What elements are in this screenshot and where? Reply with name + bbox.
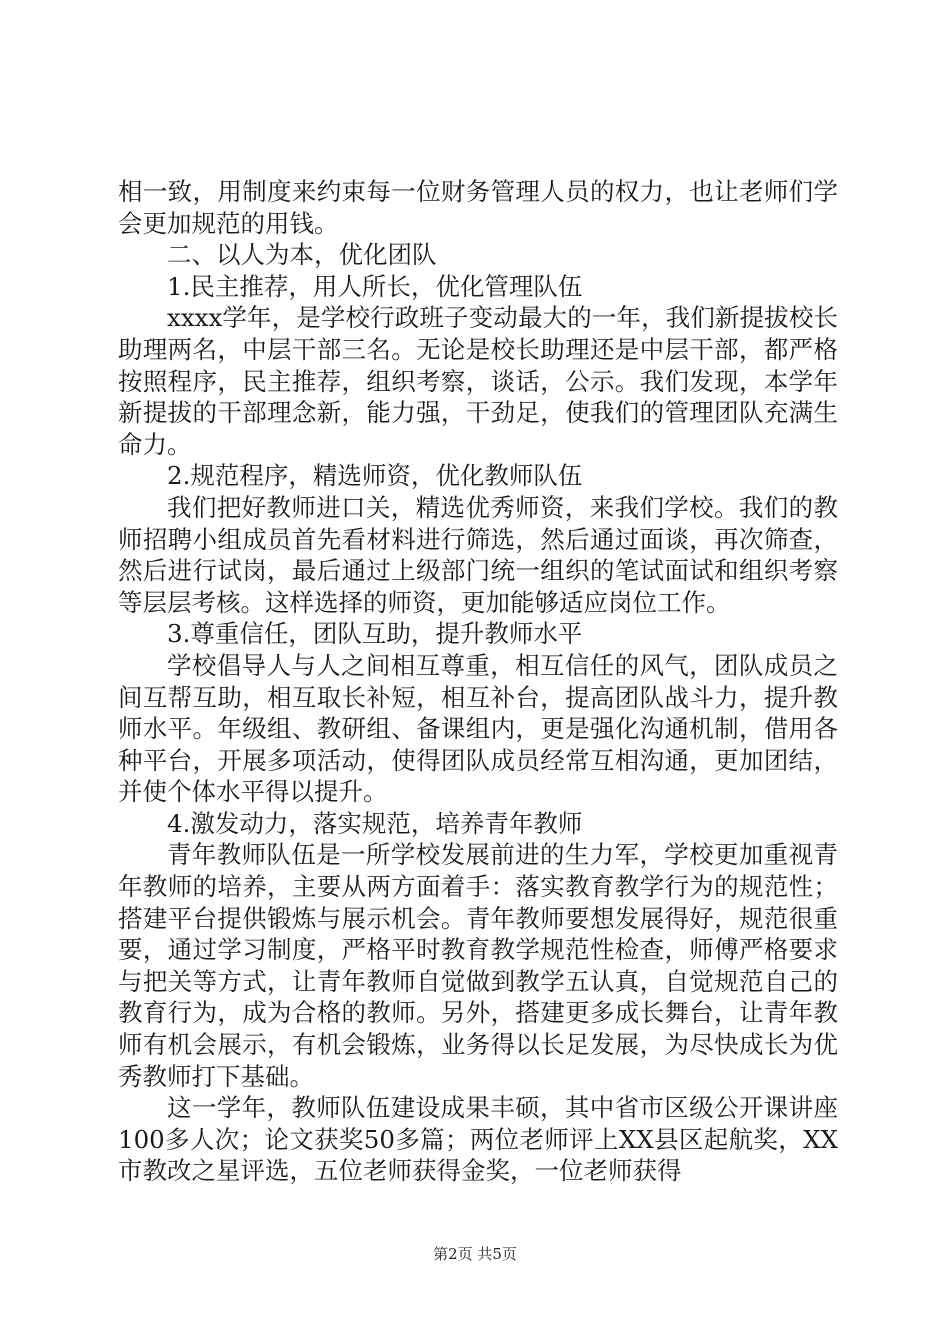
page-number-footer: 第2页 共5页 [433, 1245, 517, 1263]
subsection-heading: 3.尊重信任，团队互助，提升教师水平 [167, 619, 583, 649]
subsection-heading: 1.民主推荐，用人所长，优化管理队伍 [167, 271, 583, 301]
section-heading: 二、以人为本，优化团队 [167, 240, 437, 270]
paragraph: 青年教师队伍是一所学校发展前进的生力军，学校更加重视青年教师的培养，主要从两方面着手：落实教育教学行为的规范性；搭建平台提供锻炼与展示机会。青年教师要想发展得好，规范很重要，通过学习制度，严格平时教育教学规范性检查，师傅严格要求与把关等方式，让青年教师自觉做到教学五认真，自觉规范自己的教育行为，成为合格的教师。另外，搭建更多成长舞台，让青年教师有机会展示，有机会锻炼，业务得以长足发展，为尽快成长为优秀教师打下基础。 [118, 840, 838, 1091]
subsection-heading: 4.激发动力，落实规范，培养青年教师 [167, 808, 583, 838]
document-body [118, 176, 838, 1187]
paragraph: xxxx学年，是学校行政班子变动最大的一年，我们新提拔校长助理两名，中层干部三名。无论是校长助理还是中层干部，都严格按照程序，民主推荐，组织考察，谈话，公示。我们发现，本学年新提拔的干部理念新，能力强，干劲足，使我们的管理团队充满生命力。 [118, 303, 838, 459]
paragraph: 相一致，用制度来约束每一位财务管理人员的权力，也让老师们学会更加规范的用钱。 [118, 177, 838, 238]
paragraph: 我们把好教师进口关，精选优秀师资，来我们学校。我们的教师招聘小组成员首先看材料进行筛选，然后通过面谈，再次筛查，然后进行试岗，最后通过上级部门统一组织的笔试面试和组织考察等层层考核。这样选择的师资，更加能够适应岗位工作。 [118, 492, 838, 617]
paragraph: 这一学年，教师队伍建设成果丰硕，其中省市区级公开课讲座100多人次；论文获奖50多篇；两位老师评上XX县区起航奖，XX市教改之星评选，五位老师获得金奖，一位老师获得 [118, 1093, 838, 1186]
subsection-heading: 2.规范程序，精选师资，优化教师队伍 [167, 461, 583, 491]
paragraph: 学校倡导人与人之间相互尊重，相互信任的风气，团队成员之间互帮互助，相互取长补短，相互补台，提高团队战斗力，提升教师水平。年级组、教研组、备课组内，更是强化沟通机制，借用各种平台，开展多项活动，使得团队成员经常互相沟通，更加团结，并使个体水平得以提升。 [118, 650, 838, 807]
